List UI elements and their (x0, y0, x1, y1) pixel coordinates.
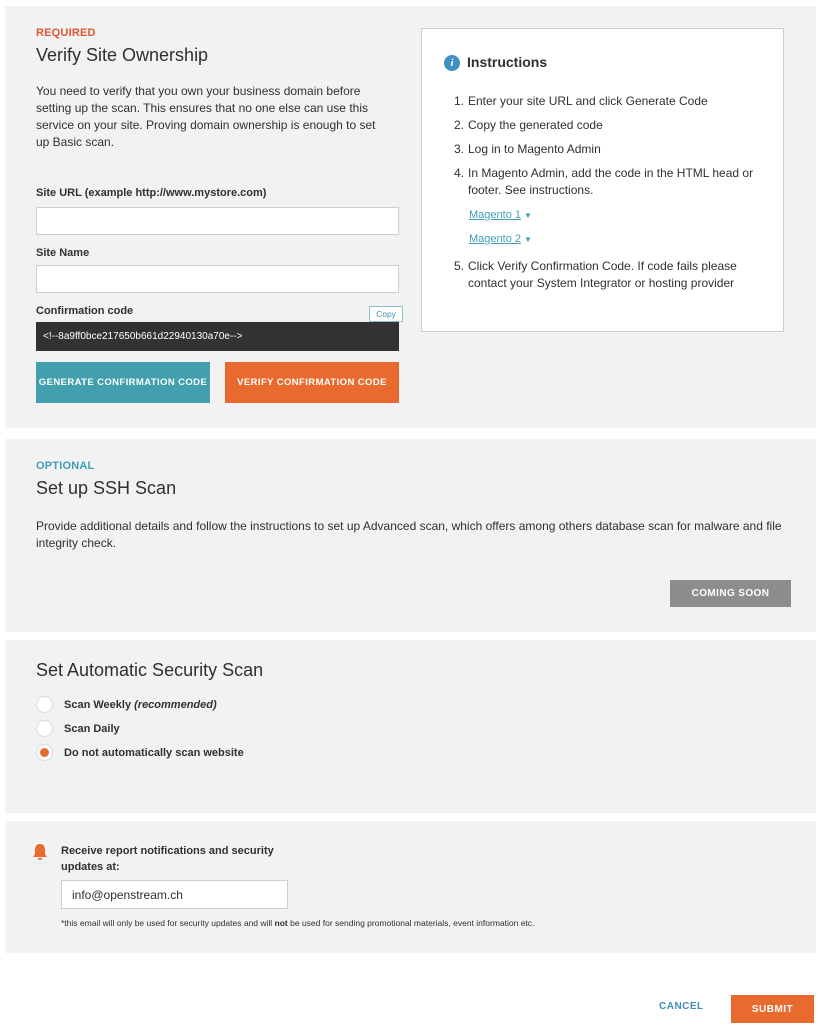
site-name-label: Site Name (36, 247, 90, 259)
site-name-input[interactable] (36, 265, 399, 293)
step-text: Click Verify Confirmation Code. If code fails please contact your System Integrator or hosting provider (468, 259, 737, 290)
caret-down-icon: ▼ (523, 211, 532, 220)
magento-2-link-label[interactable]: Magento 2 (469, 233, 521, 245)
radio-label: Do not automatically scan website (64, 746, 244, 759)
radio-scan-weekly[interactable] (36, 696, 217, 713)
email-field[interactable] (61, 880, 288, 909)
cancel-button[interactable]: CANCEL (659, 1001, 704, 1012)
radio-label: Scan Daily (64, 722, 120, 735)
instructions-box (421, 28, 784, 332)
magento-1-link-label[interactable]: Magento 1 (469, 209, 521, 221)
email-fine-print: *this email will only be used for security updates and will not be used for sending promotional materials, event information etc. (61, 918, 535, 928)
instruction-step (454, 165, 769, 199)
step-number: 4. (454, 166, 465, 180)
instruction-step (454, 93, 769, 110)
instructions-title: Instructions (467, 54, 548, 70)
bell-icon (32, 843, 48, 861)
instruction-step (454, 258, 769, 292)
auto-scan-title: Set Automatic Security Scan (36, 660, 264, 680)
caret-down-icon: ▼ (523, 235, 532, 244)
ssh-title: Set up SSH Scan (36, 478, 177, 498)
info-icon: i (444, 55, 460, 71)
step-number: 3. (454, 142, 465, 156)
step-text: Copy the generated code (468, 118, 603, 132)
radio-button[interactable] (36, 696, 53, 713)
optional-tag: OPTIONAL (36, 460, 95, 472)
instruction-step (454, 141, 769, 158)
ssh-scan-panel (5, 439, 816, 632)
submit-button[interactable]: SUBMIT (731, 995, 814, 1023)
verify-title: Verify Site Ownership (36, 45, 209, 65)
step-number: 5. (454, 259, 465, 273)
step-text: Log in to Magento Admin (468, 142, 601, 156)
site-url-input[interactable] (36, 207, 399, 235)
ssh-description: Provide additional details and follow the instructions to set up Advanced scan, which offers among others database scan for malware and file integrity check. (36, 519, 782, 550)
step-text: In Magento Admin, add the code in the HTML head or footer. See instructions. (468, 166, 754, 197)
notifications-panel (5, 821, 816, 953)
step-text: Enter your site URL and click Generate Code (468, 94, 708, 108)
radio-dot (40, 748, 49, 757)
instruction-step (454, 117, 769, 134)
copy-button[interactable]: Copy (369, 306, 403, 322)
radio-button-selected[interactable] (36, 744, 53, 761)
notification-label: Receive report notifications and security updates at: (61, 845, 274, 873)
coming-soon-button[interactable]: COMING SOON (670, 580, 791, 607)
radio-button[interactable] (36, 720, 53, 737)
required-tag: REQUIRED (36, 27, 96, 39)
magento-2-link[interactable] (469, 233, 532, 245)
generate-code-button[interactable]: GENERATE CONFIRMATION CODE (36, 362, 210, 403)
verify-ownership-panel (5, 6, 816, 428)
confirmation-code-label: Confirmation code (36, 305, 134, 317)
step-number: 2. (454, 118, 465, 132)
verify-description: You need to verify that you own your business domain before setting up the scan. This ensures that no one else can use this service on your site. Proving domain ownership is enough to set up Basic scan. (36, 84, 376, 149)
verify-code-button[interactable]: VERIFY CONFIRMATION CODE (225, 362, 399, 403)
radio-no-auto-scan[interactable] (36, 744, 244, 761)
radio-scan-daily[interactable] (36, 720, 120, 737)
step-number: 1. (454, 94, 465, 108)
site-url-label: Site URL (example http://www.mystore.com) (36, 187, 267, 199)
magento-1-link[interactable] (469, 209, 532, 221)
auto-scan-panel (5, 640, 816, 813)
radio-label: Scan Weekly (recommended) (64, 698, 217, 711)
confirmation-code-box: <!--8a9ff0bce217650b661d22940130a70e--> (36, 322, 399, 351)
